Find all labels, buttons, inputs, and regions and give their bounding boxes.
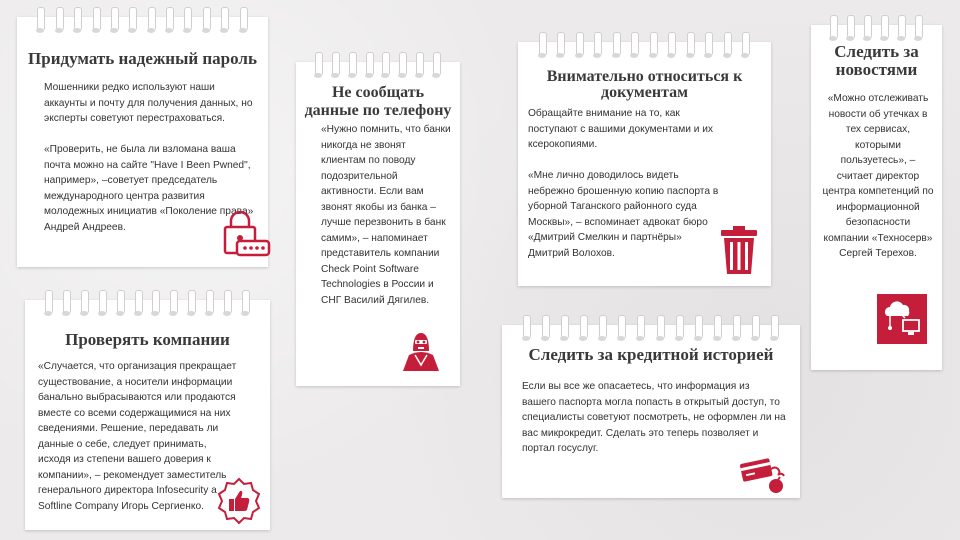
card-title: Проверять компании <box>65 330 230 349</box>
card-text: «Можно отслеживать новости об утечках в тех сервисах, которыми пользуетесь», – считает директор центра компетенций по информационной безопасности компании «Техносерв» Сергей Терехов. <box>822 93 934 259</box>
card-title: Следить за кредитной историей <box>528 345 774 364</box>
card-rings <box>296 52 460 76</box>
card-text: «Нужно помнить, что банки никогда не звонят клиентам по поводу подозрительной активности. Если вам звонят якобы из банка – лучше перезвонить в банк самим», – напоминает представитель компании Check Point Software Technologies в России и СНГ Василий Дягилев. <box>321 124 451 306</box>
thumbs-up-badge-icon <box>215 477 263 525</box>
card-title: Внимательно относиться к документам <box>546 68 743 101</box>
card-credit <box>502 325 800 498</box>
trash-can-icon <box>718 224 760 276</box>
card-rings <box>25 290 270 314</box>
card-title: Не сообщать данные по телефону <box>304 84 452 119</box>
card-text: Мошенники редко используют наши аккаунты и почту для получения данных, но эксперты советуют перестраховаться. «Проверить, не была ли взломана ваша почта можно на сайте "Have I Been Pwned", например», –советует председатель международного центра развития молодежных инициатив «Поколение права» Андрей Андреев. <box>44 82 254 233</box>
card-text: «Случается, что организация прекращает существование, а носители информации банально выбрасываются или продаются вместе со всеми содержащимися на них сведениями. Решение, передавать ли данные о себе, следует принимать, исходя из степени вашего доверия к компании», – рекомендует заместитель генерального директора Infosecurity a Softline Company Игорь Сергиенко. <box>38 361 237 512</box>
card-title: Следить за новостями <box>834 42 919 79</box>
card-phone <box>296 62 460 386</box>
masked-thief-icon <box>399 327 443 373</box>
card-news <box>811 25 942 370</box>
card-password <box>17 17 268 267</box>
cloud-computer-icon <box>877 294 927 344</box>
credit-card-chain-icon <box>738 455 794 495</box>
card-text: Если вы все же опасаетесь, что информация из вашего паспорта могла попасть в открытый доступ, то специалисты советуют посмотреть, не оформлен ли на вас микрокредит. Сделать это теперь позволяет и портал госуслуг. <box>522 381 786 454</box>
card-documents <box>518 42 771 286</box>
card-rings <box>502 315 800 339</box>
card-rings <box>811 15 942 39</box>
card-title: Придумать надежный пароль <box>28 49 257 68</box>
card-companies <box>25 300 270 530</box>
card-rings <box>518 32 771 56</box>
card-rings <box>17 7 268 31</box>
lock-password-icon <box>219 211 271 259</box>
card-text: Обращайте внимание на то, как поступают с вашими документами и их ксерокопиями. «Мне лично доводилось видеть небрежно брошенную копию паспорта в уборной Таганского районного суда Москвы», – вспоминает адвокат бюро «Дмитрий Смелкин и партнёры» Дмитрий Волохов. <box>528 108 719 259</box>
